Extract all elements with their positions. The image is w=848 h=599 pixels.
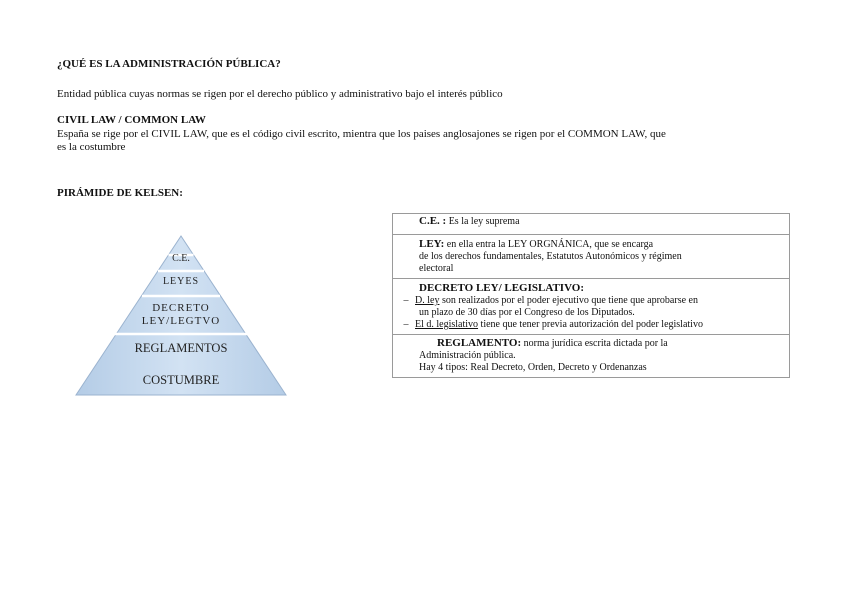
reglamento-line-1: norma jurídica escrita dictada por la (521, 338, 668, 349)
decreto-bullet-1 (403, 295, 781, 307)
decreto-bullet-2 (403, 319, 781, 331)
d-ley-term: D. ley (415, 295, 440, 306)
kelsen-table (392, 213, 790, 378)
level-costumbre: COSTUMBRE (142, 373, 220, 387)
row-ley (393, 235, 790, 279)
ley-line-2: de los derechos fundamentales, Estatutos Autonómicos y régimen (419, 251, 682, 262)
ley-line-1: en ella entra la LEY ORGNÁNICA, que se encarga (444, 239, 654, 250)
row-decreto (393, 279, 790, 335)
level-decreto: DECRETO (152, 302, 210, 314)
d-ley-line-1: son realizados por el poder ejecutivo que tiene que aprobarse en (439, 295, 698, 306)
bullet-dash: – (403, 319, 409, 330)
kelsen-heading: PIRÁMIDE DE KELSEN: (57, 187, 183, 199)
civil-law-heading: CIVIL LAW / COMMON LAW (57, 114, 206, 126)
ce-text: Es la ley suprema (446, 216, 520, 227)
ley-line-3: electoral (419, 263, 454, 274)
level-reglamentos: REGLAMENTOS (134, 341, 228, 355)
decreto-title: DECRETO LEY/ LEGISLATIVO: (419, 282, 585, 294)
d-legislativo-term: El d. legislativo (415, 319, 479, 330)
level-ley-legislativo: LEY/LEGTVO (141, 315, 221, 327)
reglamento-label: REGLAMENTO: (437, 337, 522, 349)
d-ley-line-2: un plazo de 30 días por el Congreso de los Diputados. (419, 307, 635, 318)
kelsen-pyramid (74, 234, 288, 398)
ce-label: C.E. : (419, 215, 447, 227)
level-ce: C.E. (172, 253, 190, 264)
ley-label: LEY: (419, 238, 445, 250)
reglamento-line-3: Hay 4 tipos: Real Decreto, Orden, Decreto y Ordenanzas (419, 362, 647, 373)
level-leyes: LEYES (162, 276, 200, 287)
row-reglamento (393, 335, 790, 378)
d-legislativo-text: tiene que tener previa autorización del poder legislativo (478, 319, 703, 330)
reglamento-line-2: Administración pública. (419, 350, 516, 361)
civil-law-line-1: España se rige por el CIVIL LAW, que es el código civil escrito, mientra que los paises anglosajones se rigen por el COMMON LAW, que (57, 128, 666, 140)
row-ce (393, 214, 790, 235)
civil-law-line-2: es la costumbre (57, 141, 126, 153)
definition-text: Entidad pública cuyas normas se rigen por el derecho público y administrativo bajo el interés público (57, 88, 503, 100)
page-title: ¿QUÉ ES LA ADMINISTRACIÓN PÚBLICA? (57, 58, 281, 70)
bullet-dash: – (403, 295, 409, 306)
